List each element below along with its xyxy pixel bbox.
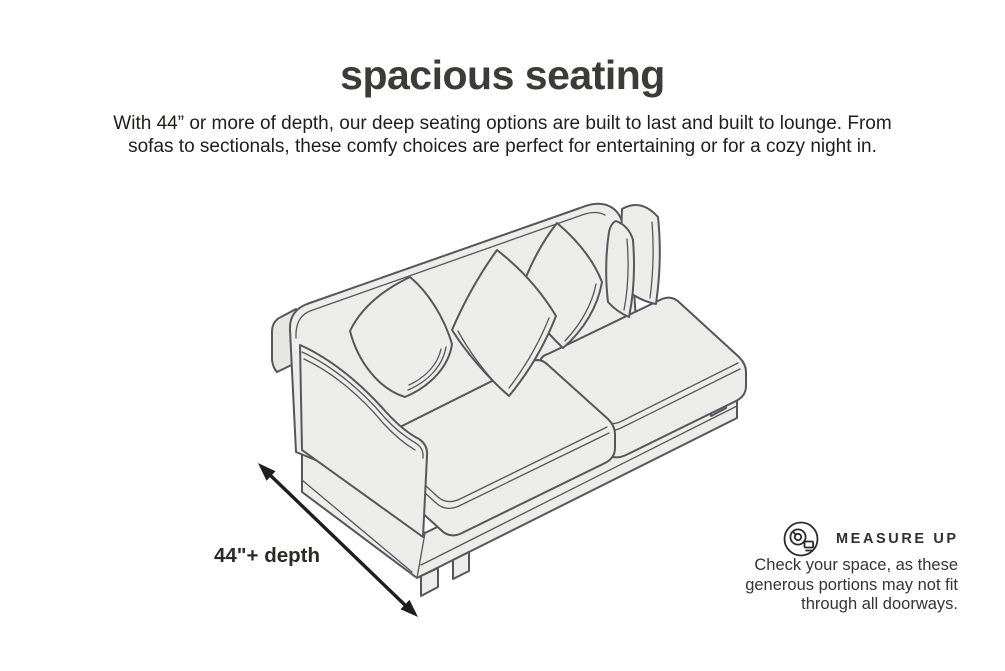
toss-pillow-right (606, 221, 634, 317)
measure-note-line-2: generous portions may not fit (745, 575, 958, 594)
intro-line-1: With 44” or more of depth, our deep seating options are built to last and built to lounge. From (113, 113, 892, 134)
measure-note-line-3: through all doorways. (801, 595, 958, 613)
intro-line-2: sofas to sectionals, these comfy choices are perfect for entertaining or for a cozy night in. (128, 135, 877, 157)
depth-dimension-label: 44"+ depth (214, 544, 320, 567)
measure-up-heading: MEASURE UP (836, 531, 959, 547)
page-title: spacious seating (340, 52, 665, 98)
measure-up-note (698, 556, 958, 615)
measure-note-line-1: Check your space, as these (754, 556, 958, 574)
